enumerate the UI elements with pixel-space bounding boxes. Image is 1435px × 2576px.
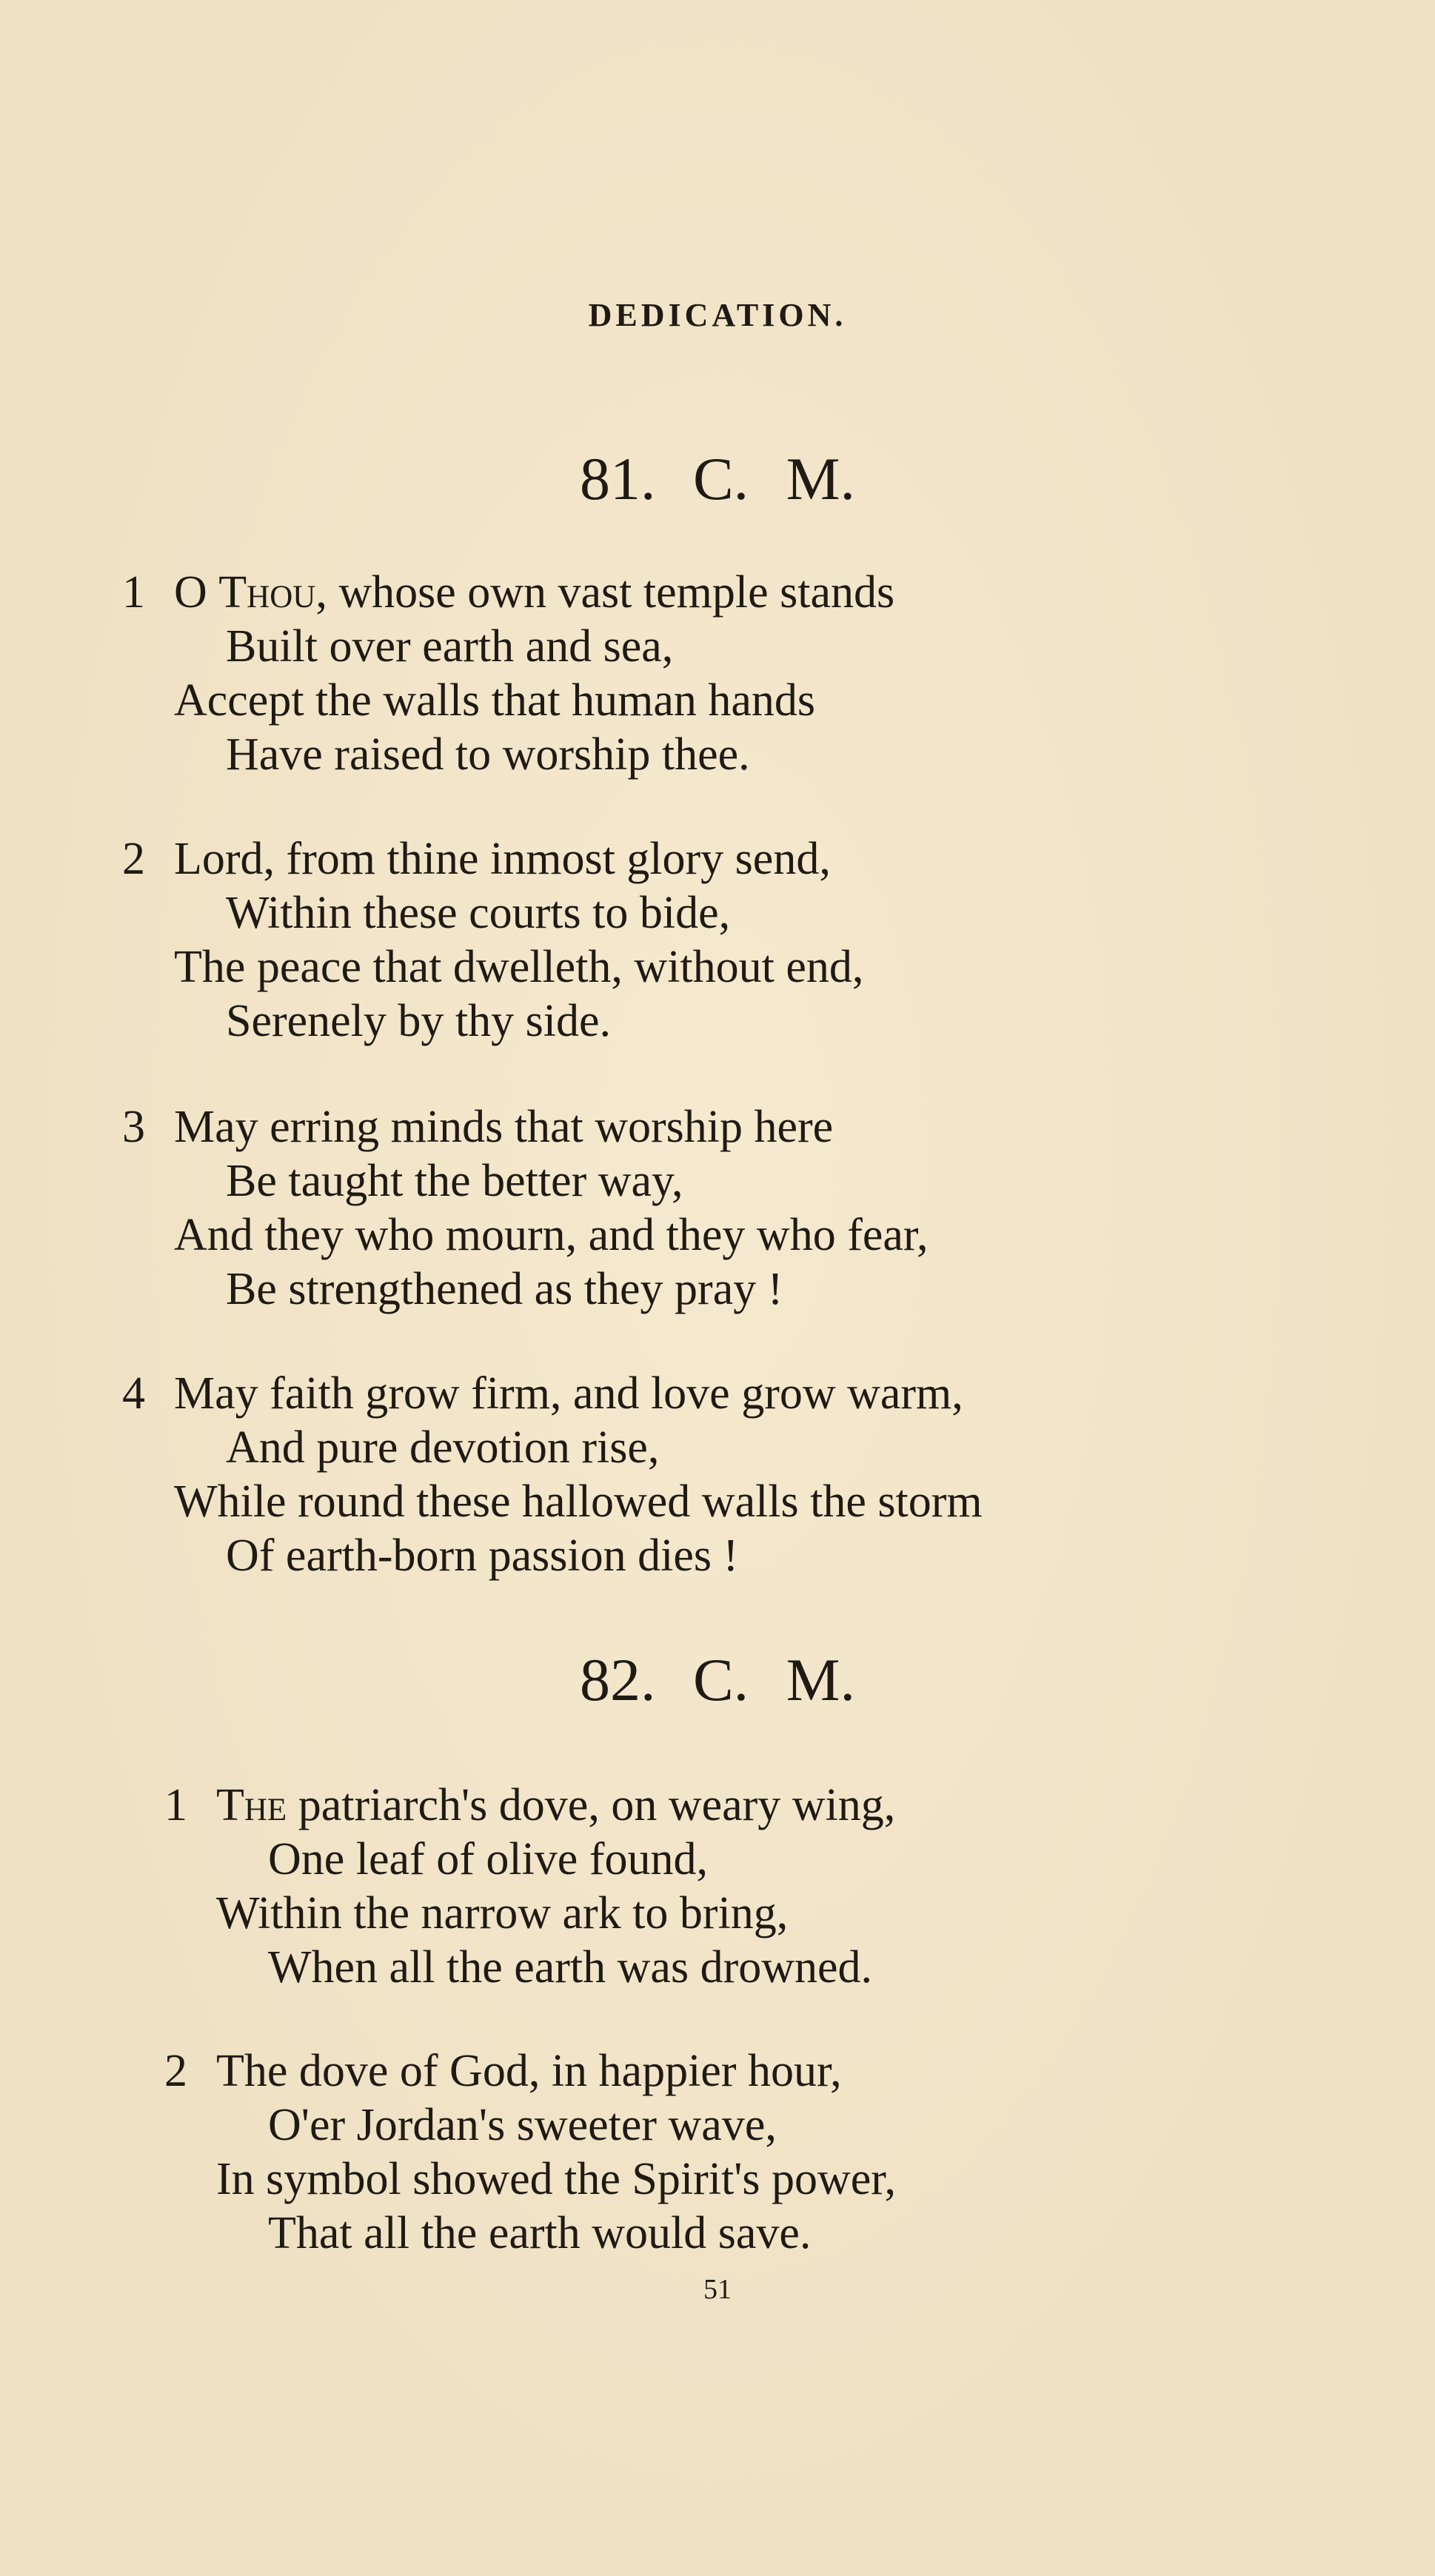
hymn-meter: C. M. (692, 445, 856, 512)
stanza-line: Built over earth and sea, (226, 621, 674, 672)
stanza-line: In symbol showed the Spirit's power, (216, 2154, 896, 2204)
hymn-81-stanza-4 (122, 1367, 983, 1583)
stanza-number: 1 (164, 1780, 187, 1830)
stanza-number: 2 (164, 2046, 187, 2096)
stanza-line: Be taught the better way, (226, 1156, 683, 1206)
stanza-line: Of earth-born passion dies ! (226, 1530, 739, 1581)
stanza-number: 2 (122, 834, 145, 884)
stanza-line: Accept the walls that human hands (174, 675, 816, 726)
hymn-number: 81. (579, 445, 656, 512)
hymn-meter: C. M. (692, 1646, 856, 1713)
stanza-line: Within these courts to bide, (226, 888, 731, 938)
stanza-line: Have raised to worship thee. (226, 729, 750, 780)
stanza-line: And they who mourn, and they who fear, (174, 1210, 929, 1260)
stanza-line: 1 O Thou, whose own vast temple stands (122, 566, 894, 620)
stanza-line: O'er Jordan's sweeter wave, (268, 2100, 777, 2150)
stanza-line: While round these hallowed walls the storm (174, 1476, 983, 1527)
hymn-81-stanza-2 (122, 832, 863, 1048)
stanza-line: One leaf of olive found, (268, 1834, 708, 1884)
hymn-81-stanza-3 (122, 1100, 929, 1317)
hymn-number: 82. (579, 1646, 656, 1713)
stanza-line: That all the earth would save. (268, 2208, 812, 2258)
stanza-number: 4 (122, 1368, 145, 1419)
stanza-line: Serenely by thy side. (226, 996, 612, 1046)
hymn-81-stanza-1 (122, 566, 894, 782)
small-caps-word: Thou (218, 567, 316, 618)
stanza-line: And pure devotion rise, (226, 1422, 660, 1473)
stanza-line: The peace that dwelleth, without end, (174, 942, 864, 992)
stanza-line: 3 May erring minds that worship here (122, 1100, 929, 1154)
stanza-line: When all the earth was drowned. (268, 1942, 873, 1993)
stanza-line: 4 May faith grow firm, and love grow warm, (122, 1367, 983, 1421)
stanza-line: 2 Lord, from thine inmost glory send, (122, 832, 863, 886)
hymn-82-stanza-1 (164, 1779, 895, 1995)
stanza-number: 1 (122, 567, 145, 618)
stanza-line: 1 The patriarch's dove, on weary wing, (164, 1779, 895, 1833)
stanza-number: 3 (122, 1102, 145, 1152)
hymn-82-heading (0, 1645, 1435, 1715)
small-caps-word: The (216, 1780, 287, 1830)
hymn-82-stanza-2 (164, 2044, 896, 2261)
hymn-81-heading (0, 444, 1435, 514)
stanza-line: 2 The dove of God, in happier hour, (164, 2044, 896, 2098)
stanza-line: Within the narrow ark to bring, (216, 1888, 789, 1938)
page-number: 51 (703, 2274, 732, 2305)
running-head: DEDICATION. (588, 297, 847, 333)
stanza-line: Be strengthened as they pray ! (226, 1264, 783, 1314)
